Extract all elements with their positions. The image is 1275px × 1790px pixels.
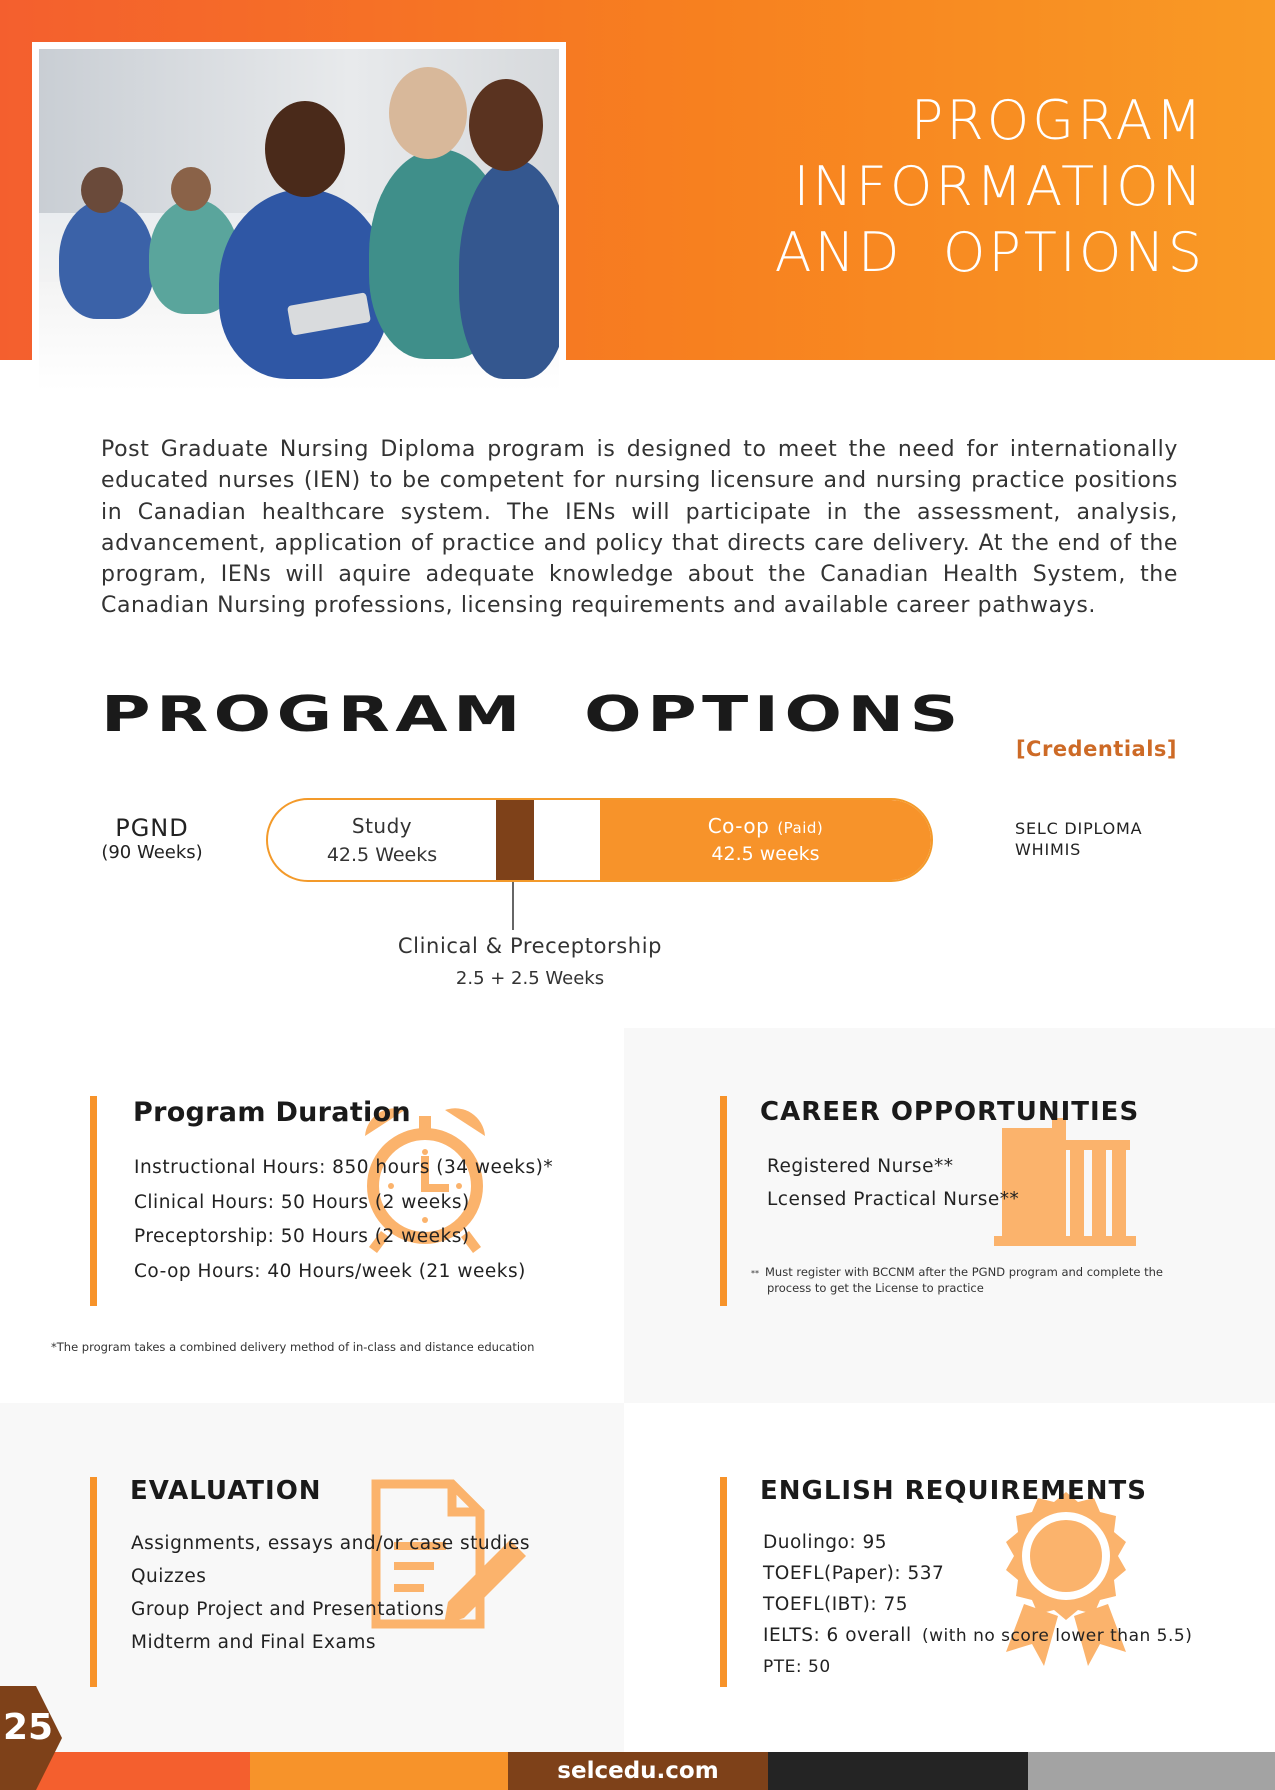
footnote-line: Must register with BCCNM after the PGND program and complete the: [765, 1265, 1163, 1279]
list-item: PTE: 50: [763, 1657, 831, 1677]
career-footnote: [751, 1265, 1163, 1296]
list-item: TOEFL(IBT): 75: [763, 1594, 909, 1615]
list-item: Preceptorship: 50 Hours (2 weeks): [134, 1226, 470, 1248]
list-item: Duolingo: 95: [763, 1532, 888, 1553]
program-label: [95, 814, 209, 863]
english-accent-bar: [720, 1477, 727, 1687]
list-item: Midterm and Final Exams: [131, 1632, 376, 1653]
list-item: Co-op Hours: 40 Hours/week (21 weeks): [134, 1260, 526, 1282]
duration-title: Program Duration: [133, 1097, 411, 1128]
footnote-mark: **: [751, 1269, 759, 1278]
list-item: Quizzes: [131, 1566, 207, 1587]
credential-item: WHIMIS: [1015, 840, 1082, 859]
clinical-label: Clinical & Preceptorship: [397, 934, 663, 958]
list-item: Instructional Hours: 850 hours (34 weeks)*: [134, 1157, 554, 1178]
career-accent-bar: [720, 1096, 727, 1306]
ielts-requirement: IELTS: 6 overall: [763, 1625, 912, 1646]
credential-item: SELC DIPLOMA: [1015, 819, 1143, 838]
study-weeks: 42.5 Weeks: [326, 844, 438, 866]
list-item: Clinical Hours: 50 Hours (2 weeks): [134, 1191, 470, 1213]
coop-weeks: 42.5 weeks: [711, 843, 820, 865]
header-photo: [32, 42, 566, 398]
credentials-heading: [Credentials]: [1015, 737, 1177, 761]
credentials-list: [1015, 818, 1142, 860]
list-item: Assignments, essays and/or case studies: [131, 1533, 531, 1554]
coop-paid: (Paid): [777, 819, 824, 837]
program-description: Post Graduate Nursing Diploma program is designed to meet the need for internationally educated nurses (IEN) to be competent for nursing licensure and nursing practice positions in Canadian healthcare system. The IENs will participate in the assessment, analysis, advancement, application of practice and policy that directs care delivery. At the end of the program, IENs will aquire adequate knowledge about the Canadian Health System, the Canadian Nursing professions, licensing requirements and available career pathways.: [101, 437, 1178, 619]
list-item: Lcensed Practical Nurse**: [767, 1189, 1020, 1210]
english-list: [763, 1527, 1192, 1683]
english-title: ENGLISH REQUIREMENTS: [760, 1476, 1147, 1506]
timeline-clinical-segment: [496, 800, 534, 880]
program-weeks: (90 Weeks): [101, 842, 203, 863]
clinical-connector-line: [512, 882, 514, 930]
career-list: [767, 1150, 1019, 1216]
program-name: PGND: [115, 814, 189, 842]
page-number: 25: [2, 1707, 54, 1748]
footnote-line: process to get the License to practice: [767, 1281, 984, 1295]
career-title: CAREER OPPORTUNITIES: [760, 1097, 1140, 1127]
duration-footnote: *The program takes a combined delivery method of in-class and distance education: [51, 1340, 535, 1354]
timeline-coop-segment: [600, 800, 931, 880]
evaluation-accent-bar: [90, 1477, 97, 1687]
study-label: Study: [351, 814, 413, 838]
duration-accent-bar: [90, 1096, 97, 1306]
page-title: [775, 88, 1205, 286]
list-item: TOEFL(Paper): 537: [763, 1563, 945, 1584]
evaluation-list: [131, 1527, 530, 1659]
list-item: Group Project and Presentations: [131, 1599, 445, 1620]
page-title-line: PROGRAM: [910, 89, 1205, 152]
page-title-line: AND OPTIONS: [774, 221, 1205, 284]
program-options-title: PROGRAM OPTIONS: [101, 686, 964, 743]
page-title-line: INFORMATION: [793, 155, 1205, 218]
clinical-weeks: 2.5 + 2.5 Weeks: [455, 968, 605, 989]
clinical-callout: [366, 934, 694, 989]
timeline-study-segment: [268, 800, 496, 880]
ielts-note: (with no score lower than 5.5): [921, 1626, 1193, 1646]
duration-list: [134, 1151, 553, 1289]
evaluation-title: EVALUATION: [130, 1476, 322, 1506]
website-link[interactable]: selcedu.com: [557, 1758, 719, 1784]
list-item: [763, 1620, 1192, 1652]
coop-label: Co-op: [707, 814, 770, 838]
list-item: Registered Nurse**: [767, 1156, 954, 1177]
program-timeline: [266, 798, 933, 882]
